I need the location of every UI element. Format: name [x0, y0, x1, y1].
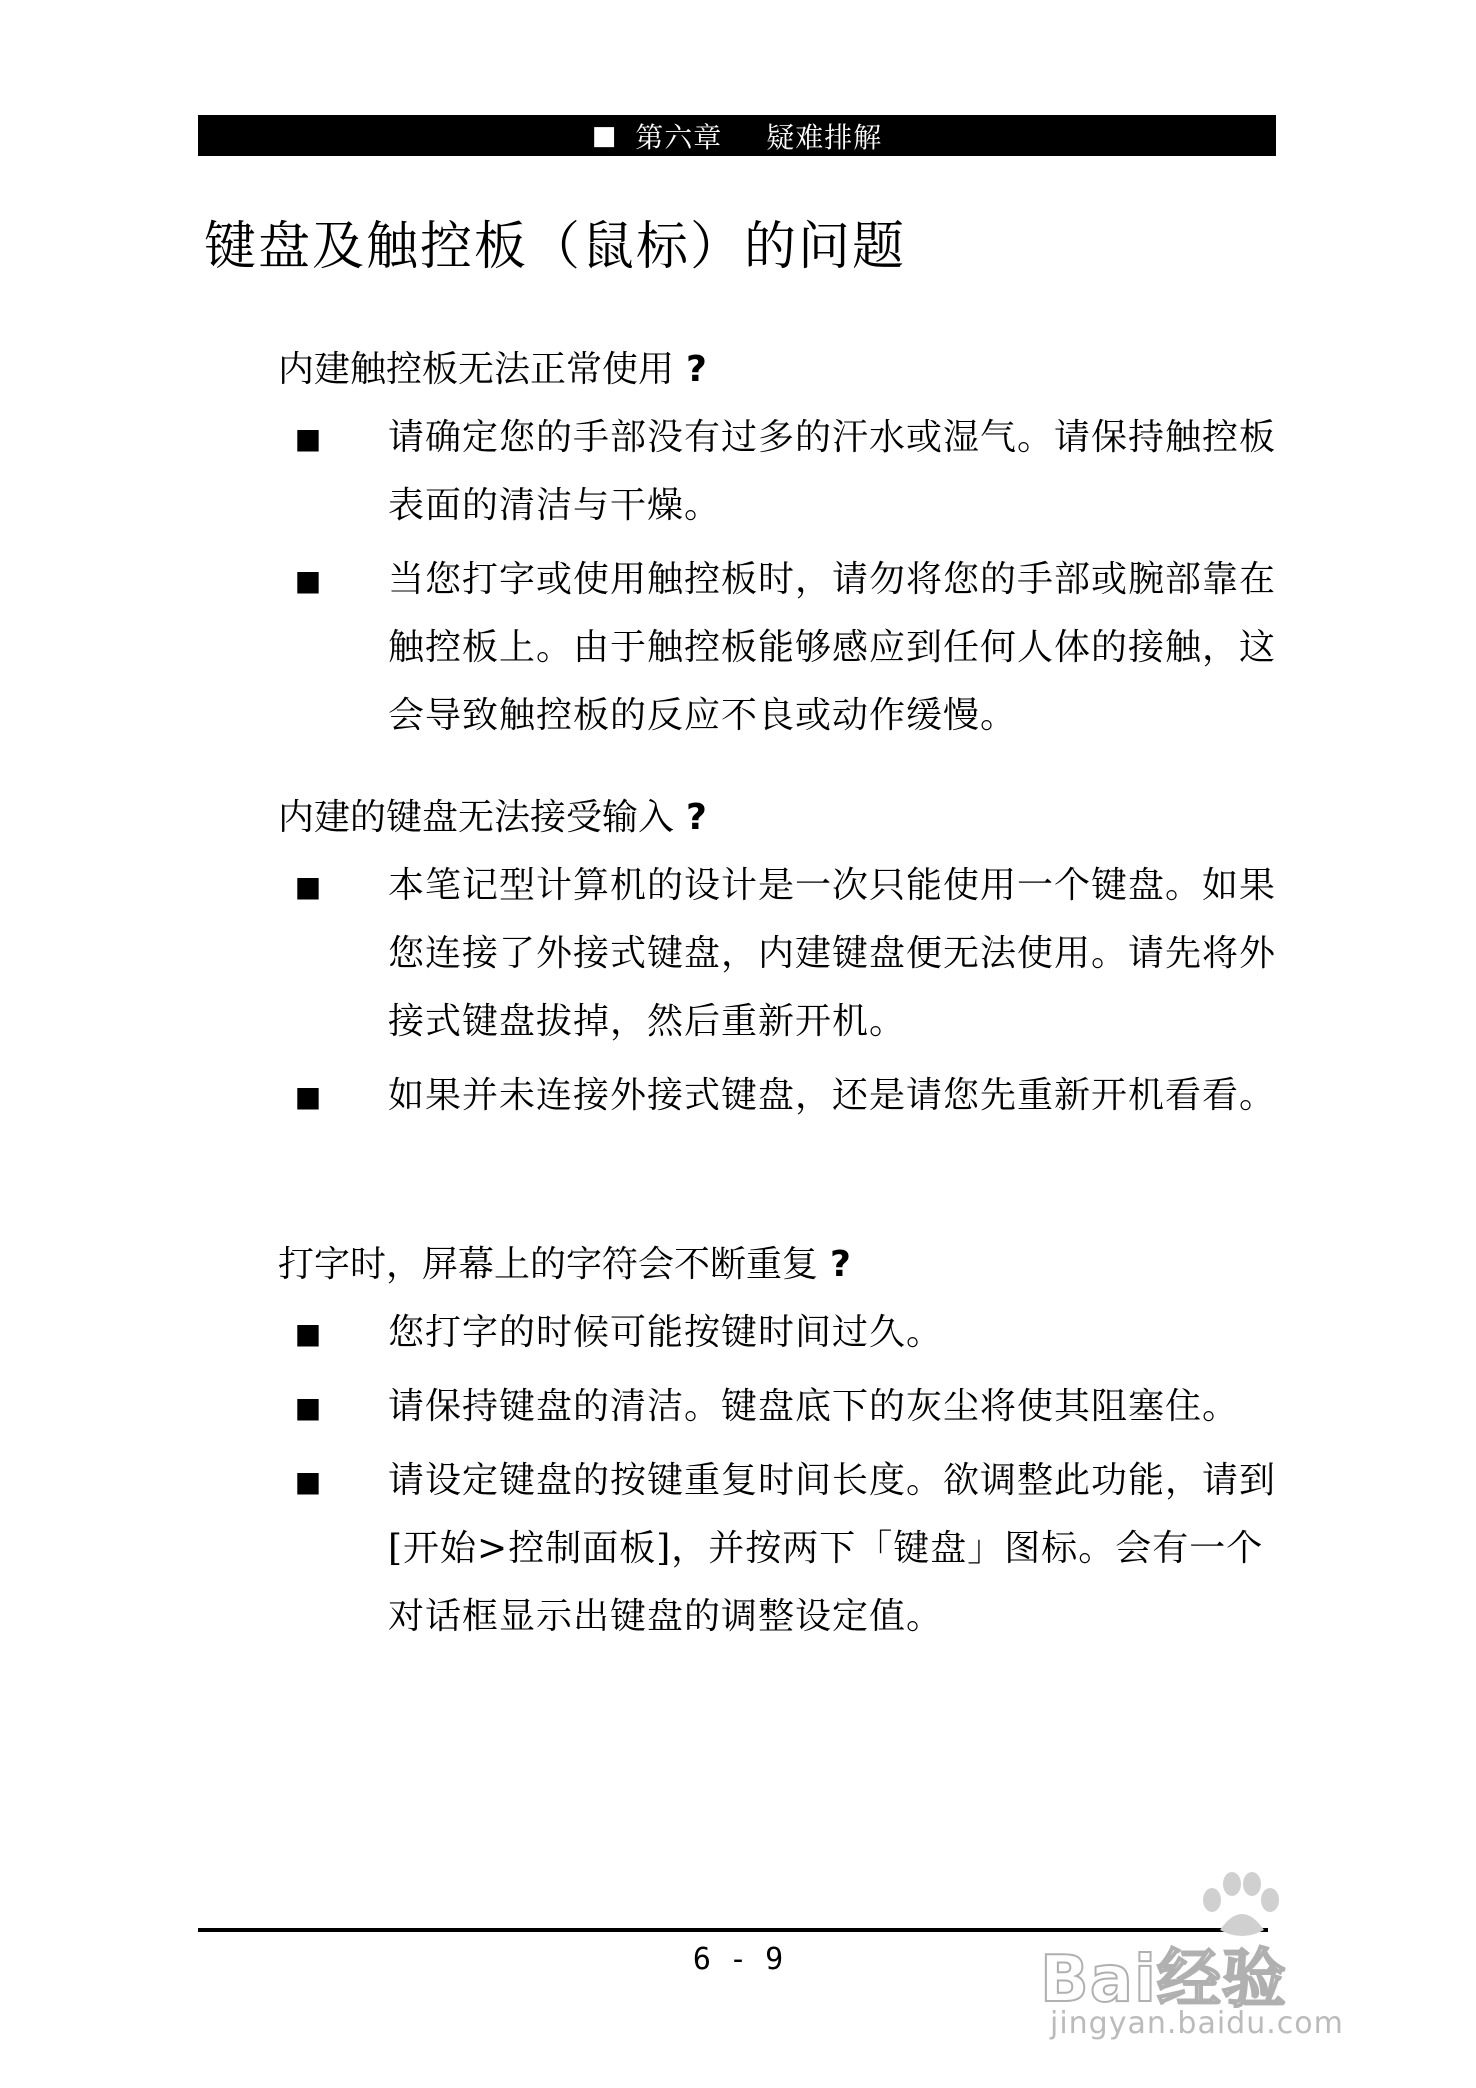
square-bullet-icon: ■	[294, 1390, 322, 1424]
chapter-label: 第六章	[635, 120, 723, 154]
list-item-text: 请设定键盘的按键重复时间长度。欲调整此功能，请到[开始>控制面板]，并按两下「键盘」图标。会有一个对话框显示出键盘的调整设定值。	[388, 1460, 1277, 1637]
square-bullet-icon: ■	[294, 563, 322, 597]
list-item	[278, 546, 1278, 750]
square-bullet-icon: ■	[294, 1316, 322, 1350]
faq-section-touchpad	[278, 340, 1278, 750]
watermark-brand: Bai经验	[1040, 1943, 1287, 2017]
faq-section-keyboard-input	[278, 788, 1278, 1130]
faq-question: 打字时，屏幕上的字符会不断重复 ?	[278, 1244, 851, 1285]
list-item	[278, 1062, 1278, 1130]
list-item-text: 请保持键盘的清洁。键盘底下的灰尘将使其阻塞住。	[388, 1386, 1240, 1427]
list-item	[278, 1447, 1278, 1651]
chapter-title: 疑难排解	[766, 120, 883, 154]
list-item-text: 本笔记型计算机的设计是一次只能使用一个键盘。如果您连接了外接式键盘，内建键盘便无法使用。请先将外接式键盘拔掉，然后重新开机。	[388, 865, 1277, 1042]
square-bullet-icon: ■	[294, 1079, 322, 1113]
faq-section-repeating-chars	[278, 1235, 1278, 1651]
list-item	[278, 1373, 1278, 1441]
page-title: 键盘及触控板（鼠标）的问题	[204, 217, 907, 277]
watermark-url: jingyan.baidu.com	[1050, 2006, 1344, 2041]
page-number: 6 - 9	[692, 1942, 784, 1977]
chapter-header-bar	[198, 115, 1276, 156]
list-item-text: 请确定您的手部没有过多的汗水或湿气。请保持触控板表面的清洁与干燥。	[388, 417, 1277, 526]
baidu-watermark	[1040, 1870, 1440, 2050]
square-bullet-icon: ■	[294, 869, 322, 903]
list-item-text: 如果并未连接外接式键盘，还是请您先重新开机看看。	[388, 1075, 1277, 1116]
header-square-icon: ■	[591, 120, 618, 151]
list-item-text: 您打字的时候可能按键时间过久。	[388, 1312, 944, 1353]
square-bullet-icon: ■	[294, 1464, 322, 1498]
list-item	[278, 404, 1278, 540]
list-item	[278, 1299, 1278, 1367]
faq-question: 内建触控板无法正常使用 ?	[278, 349, 707, 390]
square-bullet-icon: ■	[294, 421, 322, 455]
list-item-text: 当您打字或使用触控板时，请勿将您的手部或腕部靠在触控板上。由于触控板能够感应到任何人体的接触，这会导致触控板的反应不良或动作缓慢。	[388, 559, 1277, 736]
faq-question: 内建的键盘无法接受输入 ?	[278, 797, 707, 838]
list-item	[278, 852, 1278, 1056]
